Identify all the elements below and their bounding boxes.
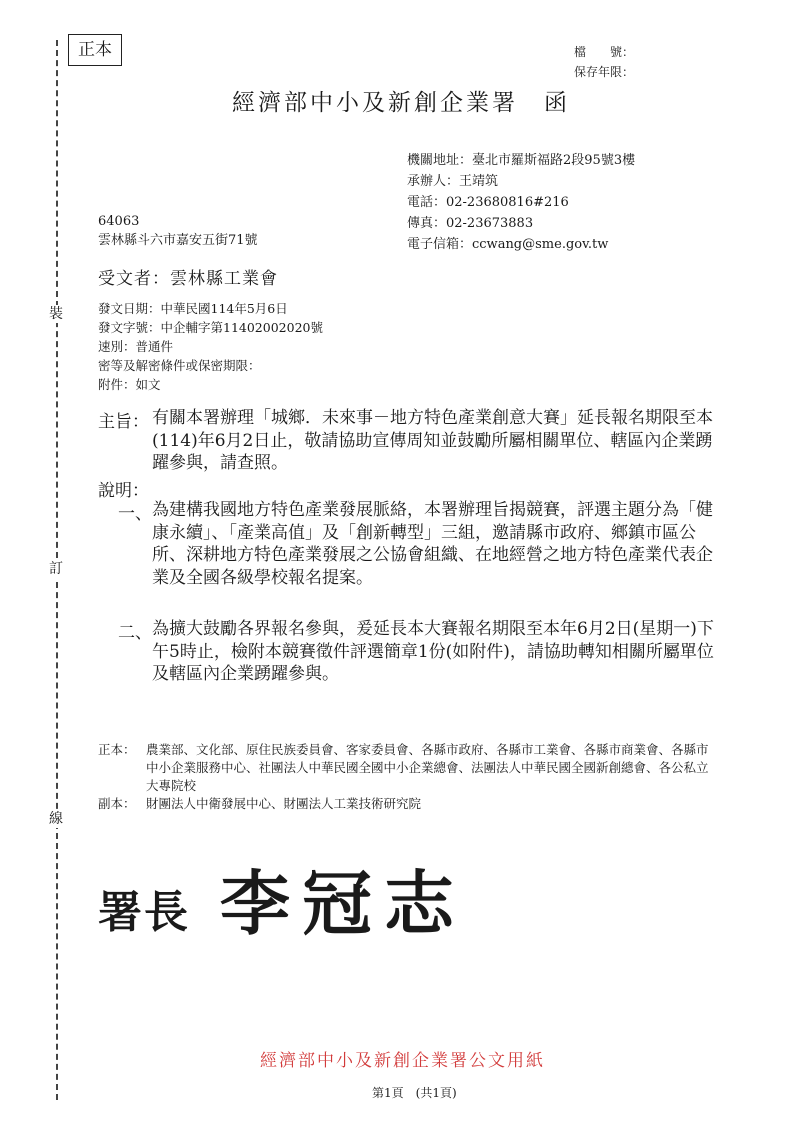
speed: 速別：普通件 <box>98 339 174 354</box>
agency-address: 機關地址：臺北市羅斯福路2段95號3樓 <box>407 153 636 168</box>
send-info <box>98 299 323 394</box>
original-copy-stamp: 正本 <box>68 34 122 66</box>
file-number-label: 檔 號： <box>574 45 635 59</box>
recipient: 受文者：雲林縣工業會 <box>98 269 278 289</box>
retention-label: 保存年限： <box>574 65 635 79</box>
recipient-address: 雲林縣斗六市嘉安五街71號 <box>98 233 258 248</box>
original-recipients: 農業部、文化部、原住民族委員會、客家委員會、各縣市政府、各縣市工業會、各縣市商業會、各縣市中小企業服務中心、社團法人中華民國全國中小企業總會、法團法人中華民國全國新創總會、各公私立大專院校 <box>146 742 709 793</box>
phone: 電話：02-23680816#216 <box>407 195 569 210</box>
official-paper-footer: 經濟部中小及新創企業署公文用紙 <box>260 1051 545 1071</box>
subject-label: 主旨： <box>98 412 149 432</box>
copy-recipients: 財團法人中衛發展中心、財團法人工業技術研究院 <box>146 796 422 811</box>
explanation-item-2-number: 二、 <box>118 623 152 643</box>
document-title: 經濟部中小及新創企業署 函 <box>232 90 570 116</box>
explanation-item-1-number: 一、 <box>118 504 152 524</box>
binding-mark-ding: 訂 <box>49 561 63 577</box>
explanation-label: 說明： <box>98 481 149 501</box>
subject-text: 有關本署辦理「城鄉．未來事－地方特色產業創意大賽」延長報名期限至本(114)年6月2日止，敬請協助宣傳周知並鼓勵所屬相關單位、轄區內企業踴躍參與，請查照。 <box>152 408 713 473</box>
explanation-item-2-text: 為擴大鼓勵各界報名參與，爰延長本大賽報名期限至本年6月2日(星期一)下午5時止，檢附本競賽徵件評選簡章1份(如附件)，請協助轉知相關所屬單位及轄區內企業踴躍參與。 <box>152 619 714 684</box>
fax: 傳真：02-23673883 <box>407 216 534 231</box>
contact-block <box>407 150 635 255</box>
attachment: 附件：如文 <box>98 377 161 392</box>
signature-title: 署長 <box>98 887 190 938</box>
original-recipients-label: 正本： <box>98 742 136 757</box>
explanation-item-1-text: 為建構我國地方特色產業發展脈絡，本署辦理旨揭競賽，評選主題分為「健康永續」、「產業高值」及「創新轉型」三組，邀請縣市政府、鄉鎮市區公所、深耕地方特色產業發展之公協會組織、在地經營之地方特色產業代表企業及全國各級學校報名提案。 <box>152 500 713 588</box>
postal-code: 64063 <box>98 214 140 229</box>
binding-mark-zhuang: 裝 <box>49 306 63 322</box>
copy-recipients-label: 副本： <box>98 796 136 811</box>
page-number: 第1頁 (共1頁) <box>372 1086 457 1100</box>
send-date: 發文日期：中華民國114年5月6日 <box>98 301 288 316</box>
handler: 承辦人：王靖筑 <box>407 174 499 189</box>
binding-mark-xian: 線 <box>49 811 63 827</box>
email: 電子信箱：ccwang@sme.gov.tw <box>407 237 609 252</box>
signature-name: 李冠志 <box>220 863 466 945</box>
recipient-address-block <box>98 212 258 250</box>
send-number: 發文字號：中企輔字第11402002020號 <box>98 320 323 335</box>
secrecy: 密等及解密條件或保密期限： <box>98 358 261 373</box>
